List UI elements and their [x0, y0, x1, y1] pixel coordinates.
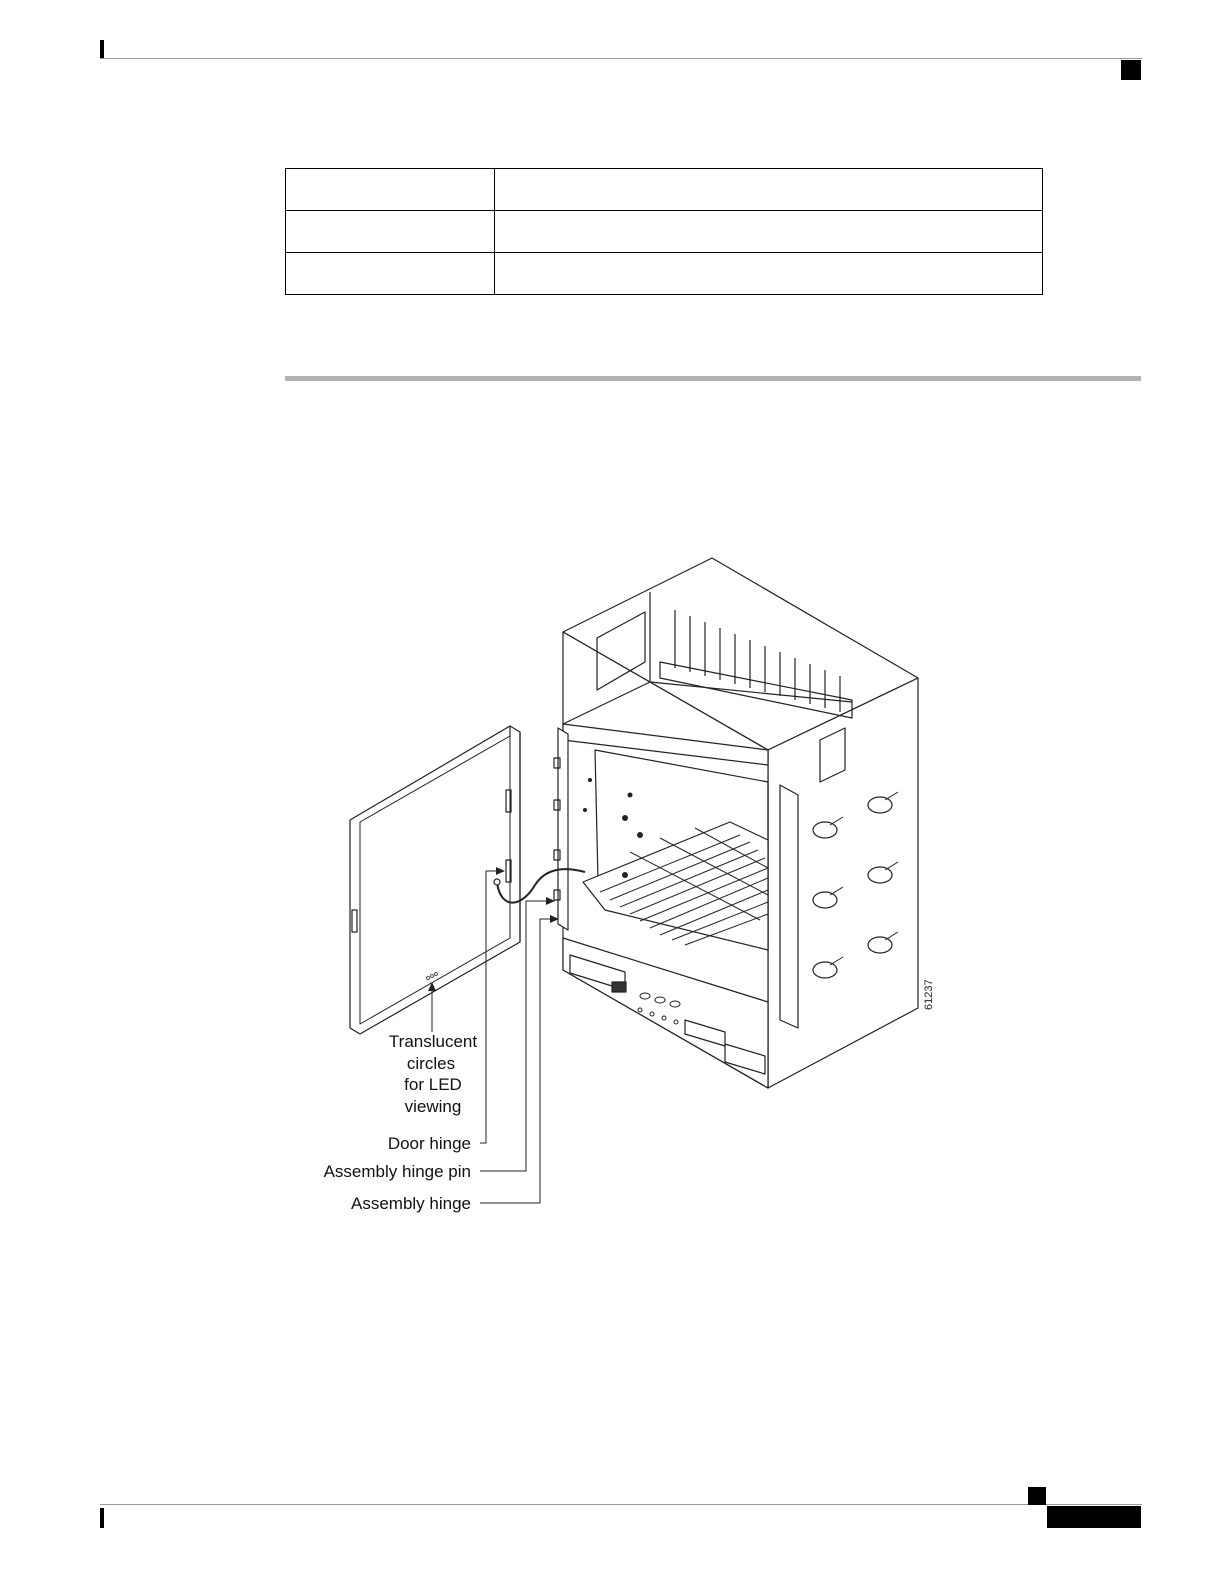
table-cell: [286, 253, 495, 295]
callout-assembly-hinge-pin: Assembly hinge pin: [323, 1162, 471, 1181]
callout-translucent-line3: for LED: [404, 1075, 462, 1094]
callout-translucent-line4: viewing: [404, 1097, 462, 1116]
chassis-door-illustration: [300, 550, 950, 1220]
figure-id: 61237: [923, 979, 935, 1010]
chassis-door-figure: [300, 550, 950, 1220]
table-row: [286, 169, 1043, 211]
header-chapter-marker: [1121, 60, 1141, 80]
table-row: [286, 253, 1043, 295]
callout-door-hinge: Door hinge: [387, 1134, 471, 1153]
header-rule: [100, 58, 1142, 59]
table-cell: [495, 211, 1043, 253]
table-cell: [495, 253, 1043, 295]
callout-translucent-line2: circles: [406, 1054, 456, 1073]
footer-margin-tick: [100, 1508, 104, 1528]
footer-page-tab: [1047, 1506, 1141, 1528]
callout-assembly-hinge: Assembly hinge: [350, 1194, 471, 1213]
section-rule: [285, 376, 1141, 381]
spec-table: [285, 168, 1043, 295]
footer-marker: [1028, 1487, 1046, 1505]
footer-rule: [100, 1504, 1142, 1505]
header-margin-tick: [100, 40, 104, 58]
callout-translucent-line1: Translucent: [388, 1032, 478, 1051]
table-cell: [286, 211, 495, 253]
table-cell: [286, 169, 495, 211]
table-row: [286, 211, 1043, 253]
table-cell: [495, 169, 1043, 211]
